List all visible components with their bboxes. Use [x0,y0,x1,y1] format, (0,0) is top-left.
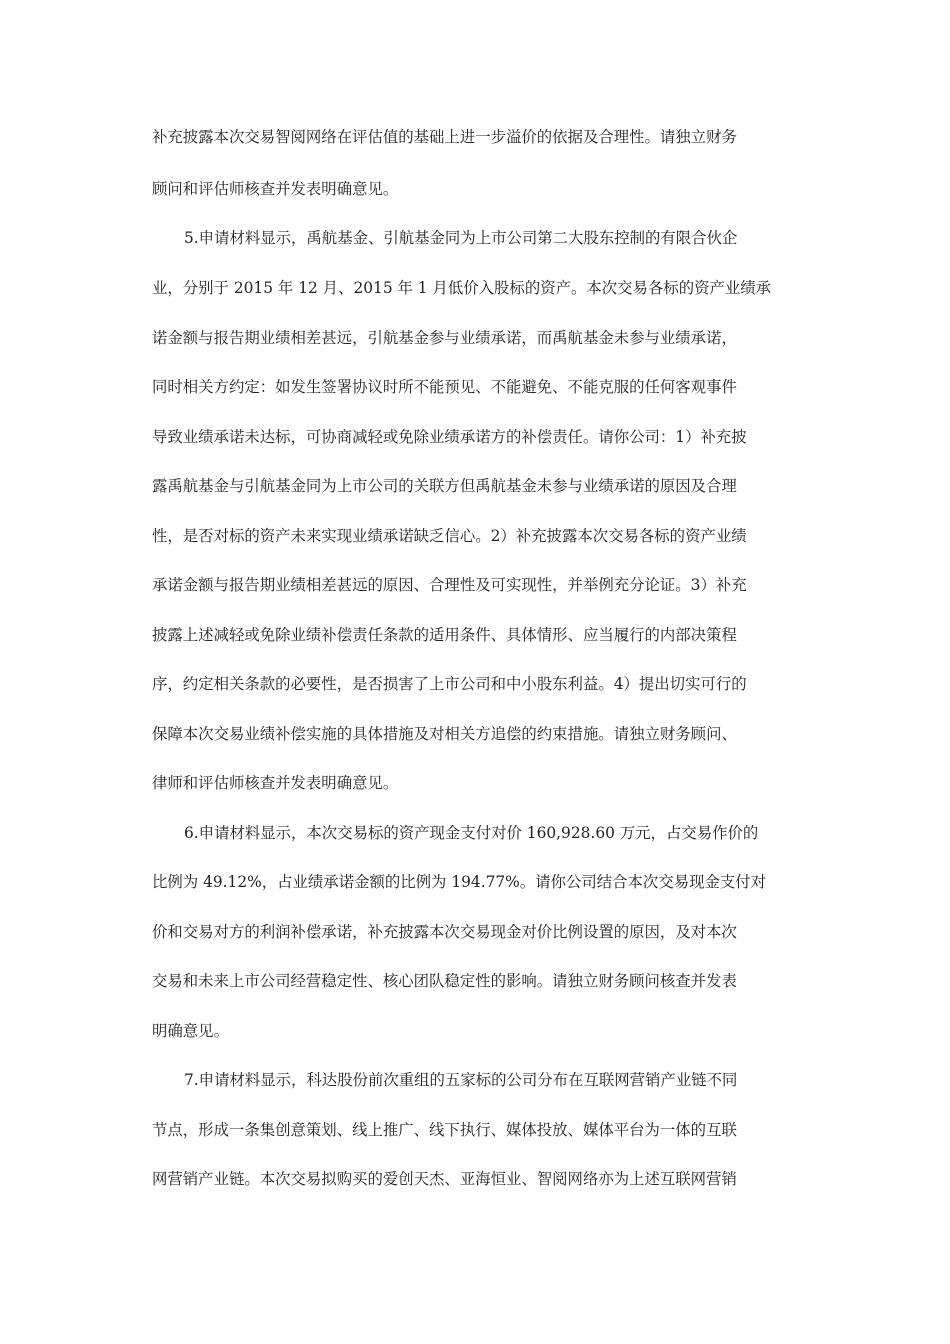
paragraph-7-line-1: 7.申请材料显示，科达股份前次重组的五家标的公司分布在互联网营销产业链不同 [184,1071,738,1089]
paragraph-7-line-2: 节点，形成一条集创意策划、线上推广、线下执行、媒体投放、媒体平台为一体的互联 [152,1121,737,1139]
paragraph-5-line-10: 序，约定相关条款的必要性，是否损害了上市公司和中小股东利益。4）提出切实可行的 [152,675,747,693]
paragraph-6-line-5: 明确意见。 [152,1022,229,1040]
paragraph-6-line-4: 交易和未来上市公司经营稳定性、核心团队稳定性的影响。请独立财务顾问核查并发表 [152,972,737,990]
text-line-2: 顾问和评估师核查并发表明确意见。 [152,180,399,198]
paragraph-5-line-9: 披露上述减轻或免除业绩补偿责任条款的适用条件、具体情形、应当履行的内部决策程 [152,626,737,644]
paragraph-5-line-11: 保障本次交易业绩补偿实施的具体措施及对相关方追偿的约束措施。请独立财务顾问、 [152,725,737,743]
paragraph-5-line-3: 诺金额与报告期业绩相差甚远，引航基金参与业绩承诺，而禹航基金未参与业绩承诺， [152,329,737,347]
paragraph-5-line-6: 露禹航基金与引航基金同为上市公司的关联方但禹航基金未参与业绩承诺的原因及合理 [152,477,737,495]
paragraph-7-line-3: 网营销产业链。本次交易拟购买的爱创天杰、亚海恒业、智阅网络亦为上述互联网营销 [152,1170,737,1188]
paragraph-6-line-2: 比例为 49.12%，占业绩承诺金额的比例为 194.77%。请你公司结合本次交易现金支付对 [152,873,767,891]
paragraph-5-line-2: 业，分别于 2015 年 12 月、2015 年 1 月低价入股标的资产。本次交易各标的资产业绩承 [152,279,772,297]
paragraph-5-line-5: 导致业绩承诺未达标，可协商减轻或免除业绩承诺方的补偿责任。请你公司：1）补充披 [152,428,747,446]
paragraph-6-line-3: 价和交易对方的利润补偿承诺，补充披露本次交易现金对价比例设置的原因，及对本次 [152,923,737,941]
paragraph-5-line-8: 承诺金额与报告期业绩相差甚远的原因、合理性及可实现性，并举例充分论证。3）补充 [152,576,747,594]
paragraph-5-line-12: 律师和评估师核查并发表明确意见。 [152,774,399,792]
paragraph-5-line-7: 性，是否对标的资产未来实现业绩承诺缺乏信心。2）补充披露本次交易各标的资产业绩 [152,527,747,545]
paragraph-5-line-4: 同时相关方约定：如发生签署协议时所不能预见、不能避免、不能克服的任何客观事件 [152,378,737,396]
paragraph-5-line-1: 5.申请材料显示，禹航基金、引航基金同为上市公司第二大股东控制的有限合伙企 [184,229,738,247]
paragraph-6-line-1: 6.申请材料显示，本次交易标的资产现金支付对价 160,928.60 万元，占交易作价的 [184,824,759,842]
text-line-1: 补充披露本次交易智阅网络在评估值的基础上进一步溢价的依据及合理性。请独立财务 [152,128,737,146]
